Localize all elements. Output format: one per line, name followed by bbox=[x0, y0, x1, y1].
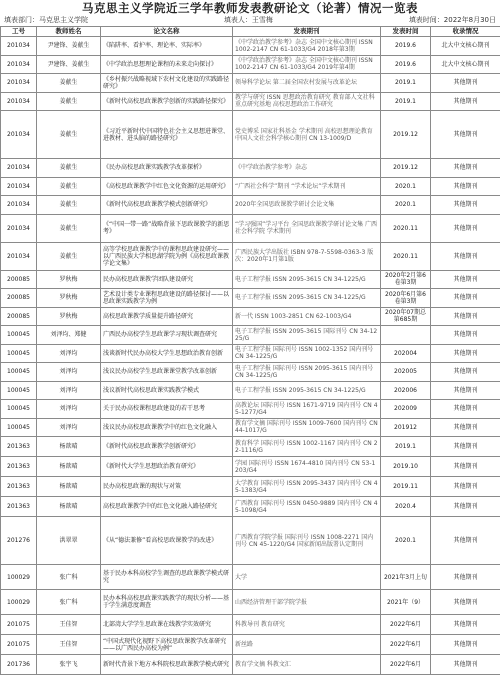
cell-journal: 学园 国际刊号 ISSN 1674-4810 国内刊号 CN 53-1203/G4 bbox=[233, 457, 381, 477]
cell-title: 《“中国一带一路”战略背景下思政课教学的新思考》 bbox=[101, 214, 233, 242]
cell-id: 100029 bbox=[1, 590, 37, 615]
cell-name: 张广科 bbox=[37, 565, 101, 590]
cell-date: 2019.6 bbox=[381, 37, 431, 56]
cell-id: 201034 bbox=[1, 214, 37, 242]
cell-date: 2019.12 bbox=[381, 159, 431, 178]
cell-id: 200085 bbox=[1, 270, 37, 289]
cell-index: 其他期刊 bbox=[431, 111, 500, 159]
cell-journal: 广西教育学院学报 国际刊号 ISSN 1008-2271 国内刊号 CN 45-1220/G4 国家新闻出版署认定期刊 bbox=[233, 517, 381, 565]
cell-title: 关于民办高校课程思政建设的若干思考 bbox=[101, 400, 233, 419]
cell-title: 广西民办高校学生思政课学习现状调查研究 bbox=[101, 326, 233, 345]
cell-index: 其他期刊 bbox=[431, 214, 500, 242]
table-row bbox=[1, 565, 500, 590]
cell-name: 姜献生 bbox=[37, 111, 101, 159]
cell-date: 2022年6月 bbox=[381, 615, 431, 635]
cell-index: 其他期刊 bbox=[431, 477, 500, 497]
cell-index: 其他期刊 bbox=[431, 196, 500, 215]
table-row bbox=[1, 418, 500, 437]
cell-id: 200085 bbox=[1, 289, 37, 308]
cell-title: 《民办高校思政课实践教学改革探析》 bbox=[101, 159, 233, 178]
header-index: 收录情况 bbox=[431, 27, 500, 37]
cell-date: 2022年6月 bbox=[381, 655, 431, 675]
cell-title: “中国式现代化视野下高校思政课教学改革研究——以广西民办高校为例” bbox=[101, 635, 233, 655]
cell-journal: 山西经济管理干部学院学报 bbox=[233, 590, 381, 615]
cell-index: 其他期刊 bbox=[431, 418, 500, 437]
cell-index: 其他期刊 bbox=[431, 590, 500, 615]
cell-title: 《高校思政课教学中红色文化资源的运用研究》 bbox=[101, 177, 233, 196]
cell-name: 洪翠翠 bbox=[37, 517, 101, 565]
cell-index: 其他期刊 bbox=[431, 400, 500, 419]
cell-title: 《新时代高校思政课教学模式创新研究》 bbox=[101, 196, 233, 215]
cell-journal: 科教导刊 教育研究 bbox=[233, 615, 381, 635]
cell-title: 高校思政课教学中的红色文化融入路径研究 bbox=[101, 497, 233, 517]
cell-index: 其他期刊 bbox=[431, 437, 500, 457]
cell-name: 罗秋梅 bbox=[37, 289, 101, 308]
cell-name: 王佳智 bbox=[37, 635, 101, 655]
cell-title: 浅谈新时代民办高校大学生思想政治教育创新 bbox=[101, 344, 233, 363]
cell-journal: 教学与研究 ISSN 思想政治教育研究 教育部人文社科重点研究基地 高校思想政治工作研究 bbox=[233, 92, 381, 111]
cell-index: 其他期刊 bbox=[431, 363, 500, 382]
cell-date: 2020.11 bbox=[381, 214, 431, 242]
cell-id: 201034 bbox=[1, 55, 37, 74]
table-row bbox=[1, 457, 500, 477]
cell-index: 其他期刊 bbox=[431, 635, 500, 655]
table-row bbox=[1, 92, 500, 111]
cell-index: 北大中文核心期刊 bbox=[431, 37, 500, 56]
cell-name: 杨歆晴 bbox=[37, 497, 101, 517]
cell-date: 202009 bbox=[381, 400, 431, 419]
cell-title: 民办高校思政课的现状与对策 bbox=[101, 477, 233, 497]
cell-name: 刘泽均 bbox=[37, 363, 101, 382]
cell-date: 2019.10 bbox=[381, 457, 431, 477]
cell-index: 其他期刊 bbox=[431, 242, 500, 270]
cell-id: 201034 bbox=[1, 242, 37, 270]
cell-journal: 教育学文摘 科教文汇 bbox=[233, 655, 381, 675]
cell-title: 《乡村振兴战略视域下农村文化建设的实践路径研究》 bbox=[101, 74, 233, 93]
cell-date: 2019.1 bbox=[381, 437, 431, 457]
cell-date: 202006 bbox=[381, 381, 431, 400]
cell-journal: 电子工程学报 ISSN 2095-3615 国际刊号 CN 34-1225/G bbox=[233, 326, 381, 345]
cell-journal: 2020年全国思政课教学研讨会论文集 bbox=[233, 196, 381, 215]
cell-title: 浅议民办高校思政课教学中的红色文化融入 bbox=[101, 418, 233, 437]
table-row bbox=[1, 497, 500, 517]
cell-id: 201034 bbox=[1, 74, 37, 93]
cell-name: 姜献生 bbox=[37, 214, 101, 242]
cell-name: 姜献生 bbox=[37, 242, 101, 270]
cell-index: 其他期刊 bbox=[431, 655, 500, 675]
cell-id: 201034 bbox=[1, 92, 37, 111]
cell-id: 201034 bbox=[1, 159, 37, 178]
table-row bbox=[1, 177, 500, 196]
cell-journal: “学习强国”学习平台 全国思政课教学研讨论文集 广西社会科学院 学术期刊 bbox=[233, 214, 381, 242]
cell-index: 北大中文核心期刊 bbox=[431, 55, 500, 74]
cell-id: 201034 bbox=[1, 111, 37, 159]
cell-title: 高校思政课教学质量提升路径研究 bbox=[101, 307, 233, 326]
table-row bbox=[1, 437, 500, 457]
cell-date: 2020.4 bbox=[381, 497, 431, 517]
header-journal: 发表期刊 bbox=[233, 27, 381, 37]
cell-id: 201736 bbox=[1, 655, 37, 675]
table-row bbox=[1, 242, 500, 270]
cell-id: 100045 bbox=[1, 418, 37, 437]
cell-id: 100045 bbox=[1, 400, 37, 419]
cell-id: 100045 bbox=[1, 344, 37, 363]
cell-date: 2019.6 bbox=[381, 55, 431, 74]
cell-journal: 新一代 ISSN 1003-2851 CN 62-1003/G4 bbox=[233, 307, 381, 326]
cell-id: 201075 bbox=[1, 635, 37, 655]
cell-date: 2020.1 bbox=[381, 517, 431, 565]
cell-journal: 电子工程学报 ISSN 2095-3615 CN 34-1225/G bbox=[233, 270, 381, 289]
cell-date: 2019.12 bbox=[381, 111, 431, 159]
cell-index: 其他期刊 bbox=[431, 270, 500, 289]
cell-date: 2020年2月第6卷第3期 bbox=[381, 270, 431, 289]
cell-id: 201034 bbox=[1, 37, 37, 56]
cell-name: 刘泽均 bbox=[37, 381, 101, 400]
cell-date: 2019.11 bbox=[381, 477, 431, 497]
cell-index: 其他期刊 bbox=[431, 344, 500, 363]
table-row bbox=[1, 590, 500, 615]
cell-id: 201363 bbox=[1, 497, 37, 517]
table-row bbox=[1, 214, 500, 242]
table-row bbox=[1, 289, 500, 308]
page-title: 马克思主义学院近三学年教师发表教研论文（论著）情况一览表 bbox=[0, 0, 500, 15]
table-row bbox=[1, 270, 500, 289]
cell-name: 刘泽均 bbox=[37, 418, 101, 437]
cell-date: 2020.11 bbox=[381, 242, 431, 270]
cell-title: 民办本科高校思政课实践教学的现状分析——基于学生满意度调查 bbox=[101, 590, 233, 615]
cell-journal: 大学 bbox=[233, 565, 381, 590]
cell-date: 202004 bbox=[381, 344, 431, 363]
papers-table bbox=[0, 26, 500, 675]
cell-id: 200085 bbox=[1, 307, 37, 326]
cell-name: 刘泽均 bbox=[37, 400, 101, 419]
date-label: 填表时间：2022年8月30日 bbox=[409, 15, 496, 26]
cell-journal: 高教论坛 国际刊号 ISSN 1671-9719 国内刊号 CN 45-1277/G4 bbox=[233, 400, 381, 419]
cell-index: 其他期刊 bbox=[431, 457, 500, 477]
cell-date: 2020年6月第6卷第3期 bbox=[381, 289, 431, 308]
cell-id: 201363 bbox=[1, 437, 37, 457]
cell-date bbox=[381, 326, 431, 345]
cell-id: 201363 bbox=[1, 477, 37, 497]
cell-title: 《习近平新时代中国特色社会主义思想进课堂、进教材、进头脑的路径研究》 bbox=[101, 111, 233, 159]
cell-journal: 《中学政治教学参考》杂志 全国中文核心期刊 ISSN 1002-2147 CN 61-1033/G4 2019年第4期 bbox=[233, 55, 381, 74]
cell-id: 201075 bbox=[1, 615, 37, 635]
table-row bbox=[1, 74, 500, 93]
cell-name: 杨歆晴 bbox=[37, 457, 101, 477]
cell-journal: 广西民族大学出版社 ISBN 978-7-5598-0363-3 版次：2020年1月第1版 bbox=[233, 242, 381, 270]
header-id: 工号 bbox=[1, 27, 37, 37]
cell-id: 201363 bbox=[1, 457, 37, 477]
cell-title: 《新时代高校思政课教学创新的实践路径探究》 bbox=[101, 92, 233, 111]
cell-name: 张广科 bbox=[37, 590, 101, 615]
cell-journal: 电子工程学报 ISSN 2095-3615 CN 34-1225/G bbox=[233, 289, 381, 308]
cell-index: 其他期刊 bbox=[431, 159, 500, 178]
cell-journal: 领导科学论坛 第二届全国农村发展与改革论坛 bbox=[233, 74, 381, 93]
cell-journal: 党史博采 国家社科基金 学术期刊 高校思想理论教育 中国人文社会科学核心期刊 CN 13-1009/D bbox=[233, 111, 381, 159]
table-row bbox=[1, 37, 500, 56]
cell-name: 刘泽均 bbox=[37, 344, 101, 363]
table-body bbox=[1, 37, 500, 675]
cell-title: 民办高校思政课教学团队建设研究 bbox=[101, 270, 233, 289]
cell-id: 100029 bbox=[1, 565, 37, 590]
cell-name: 尹建锋、姜献生 bbox=[37, 37, 101, 56]
cell-journal: 电子工程学报 国际刊号 ISSN 2095-3615 国内刊号 CN 34-1225/G bbox=[233, 363, 381, 382]
table-row bbox=[1, 159, 500, 178]
cell-title: 《中学政治思想理论课程的未来走向探讨》 bbox=[101, 55, 233, 74]
cell-name: 杨歆晴 bbox=[37, 477, 101, 497]
cell-name: 罗秋梅 bbox=[37, 307, 101, 326]
cell-id: 100045 bbox=[1, 326, 37, 345]
cell-name: 尹建锋、姜献生 bbox=[37, 55, 101, 74]
cell-index: 其他期刊 bbox=[431, 497, 500, 517]
cell-name: 罗秋梅 bbox=[37, 270, 101, 289]
dept-label: 填表部门：马克思主义学院 bbox=[4, 15, 88, 26]
table-header-row bbox=[1, 27, 500, 37]
cell-date: 202005 bbox=[381, 363, 431, 382]
cell-name: 王佳智 bbox=[37, 615, 101, 635]
cell-date: 201912 bbox=[381, 418, 431, 437]
cell-date: 2022年6月 bbox=[381, 635, 431, 655]
cell-date: 2020.1 bbox=[381, 177, 431, 196]
cell-index: 其他期刊 bbox=[431, 565, 500, 590]
cell-title: 《新时代高校思政课教学创新研究》 bbox=[101, 437, 233, 457]
cell-name: 姜献生 bbox=[37, 74, 101, 93]
cell-name: 杨歆晴 bbox=[37, 437, 101, 457]
cell-name: 刘泽均、郑健 bbox=[37, 326, 101, 345]
cell-index: 其他期刊 bbox=[431, 289, 500, 308]
table-row bbox=[1, 363, 500, 382]
cell-id: 100045 bbox=[1, 381, 37, 400]
cell-id: 201034 bbox=[1, 177, 37, 196]
cell-index: 其他期刊 bbox=[431, 381, 500, 400]
cell-date: 2019.1 bbox=[381, 74, 431, 93]
cell-id: 201034 bbox=[1, 196, 37, 215]
header-date: 发表时间 bbox=[381, 27, 431, 37]
cell-title: 高等学校思政课教学中的课程思政建设研究——以广西民族大学相思湖学院为例《高校思政课教学论文集》 bbox=[101, 242, 233, 270]
meta-row bbox=[0, 15, 500, 26]
cell-name: 姜献生 bbox=[37, 159, 101, 178]
cell-journal: 新丝路 bbox=[233, 635, 381, 655]
cell-journal: 广西教育 国际刊号 ISSN 0450-9889 国内刊号 CN 45-1098/G4 bbox=[233, 497, 381, 517]
cell-title: 北部湾大学学生思政课在线教学实效研究 bbox=[101, 615, 233, 635]
cell-name: 姜献生 bbox=[37, 177, 101, 196]
person-label: 填表人：王雪梅 bbox=[224, 15, 273, 26]
cell-date: 2021年3月上旬 bbox=[381, 565, 431, 590]
cell-journal: 电子工程学报 国际刊号 ISSN 1002-1352 国内刊号 CN 34-1225/G bbox=[233, 344, 381, 363]
header-name: 教师姓名 bbox=[37, 27, 101, 37]
cell-date: 2021年（9） bbox=[381, 590, 431, 615]
cell-name: 张宇飞 bbox=[37, 655, 101, 675]
cell-title: 《从“德法兼修”看高校思政课教学的改进》 bbox=[101, 517, 233, 565]
cell-id: 201276 bbox=[1, 517, 37, 565]
cell-index: 其他期刊 bbox=[431, 92, 500, 111]
header-title: 论文名称 bbox=[101, 27, 233, 37]
cell-journal: 大学教育 国际刊号 ISSN 2095-3437 国内刊号 CN 45-1383/G4 bbox=[233, 477, 381, 497]
cell-index: 其他期刊 bbox=[431, 307, 500, 326]
table-row bbox=[1, 344, 500, 363]
cell-journal: 教育学文摘 国际刊号 ISSN 1009-7600 国内刊号 CN 44-1017/G bbox=[233, 418, 381, 437]
table-row bbox=[1, 196, 500, 215]
table-row bbox=[1, 615, 500, 635]
cell-index: 其他期刊 bbox=[431, 177, 500, 196]
cell-id: 100045 bbox=[1, 363, 37, 382]
table-row bbox=[1, 635, 500, 655]
cell-journal: 教育科学 国际刊号 ISSN 1002-1167 国内刊号 CN 22-1116/G bbox=[233, 437, 381, 457]
cell-date: 2020.1 bbox=[381, 196, 431, 215]
cell-journal: 《中学政治教学参考》杂志 bbox=[233, 159, 381, 178]
cell-title: 浅议民办高校学生思政课课堂教学改革创新 bbox=[101, 363, 233, 382]
cell-index: 其他期刊 bbox=[431, 615, 500, 635]
cell-index: 其他期刊 bbox=[431, 326, 500, 345]
table-row bbox=[1, 307, 500, 326]
cell-date: 2019.1 bbox=[381, 92, 431, 111]
cell-journal: “广西社会科学”期刊 “学术论坛”学术期刊 bbox=[233, 177, 381, 196]
cell-name: 姜献生 bbox=[37, 196, 101, 215]
table-row bbox=[1, 655, 500, 675]
cell-index: 其他期刊 bbox=[431, 517, 500, 565]
table-row bbox=[1, 517, 500, 565]
cell-title: 艺术设计类专业课程思政建设的路径探讨——以思政课实践教学为例 bbox=[101, 289, 233, 308]
table-row bbox=[1, 55, 500, 74]
table-row bbox=[1, 400, 500, 419]
cell-name: 姜献生 bbox=[37, 92, 101, 111]
table-row bbox=[1, 326, 500, 345]
cell-title: 《陷阱率、看护率、理论率、实际率》 bbox=[101, 37, 233, 56]
table-row bbox=[1, 477, 500, 497]
cell-title: 浅议新时代高校思政课实践教学模式 bbox=[101, 381, 233, 400]
cell-title: 《新时代大学生思想政治教育研究》 bbox=[101, 457, 233, 477]
table-row bbox=[1, 111, 500, 159]
cell-journal: 电子工程学报 ISSN 2095-3615 CN 34-1225/G bbox=[233, 381, 381, 400]
cell-title: 基于民办本科高校学生调查的思政课教学模式研究 bbox=[101, 565, 233, 590]
cell-index: 其他期刊 bbox=[431, 74, 500, 93]
cell-title: 新时代背景下地方本科院校思政课教学模式研究 bbox=[101, 655, 233, 675]
cell-journal: 《中学政治教学参考》杂志 全国中文核心期刊 ISSN 1002-2147 CN 61-1033/G4 2018年第3期 bbox=[233, 37, 381, 56]
cell-date: 2020年07期总第685期 bbox=[381, 307, 431, 326]
table-row bbox=[1, 381, 500, 400]
